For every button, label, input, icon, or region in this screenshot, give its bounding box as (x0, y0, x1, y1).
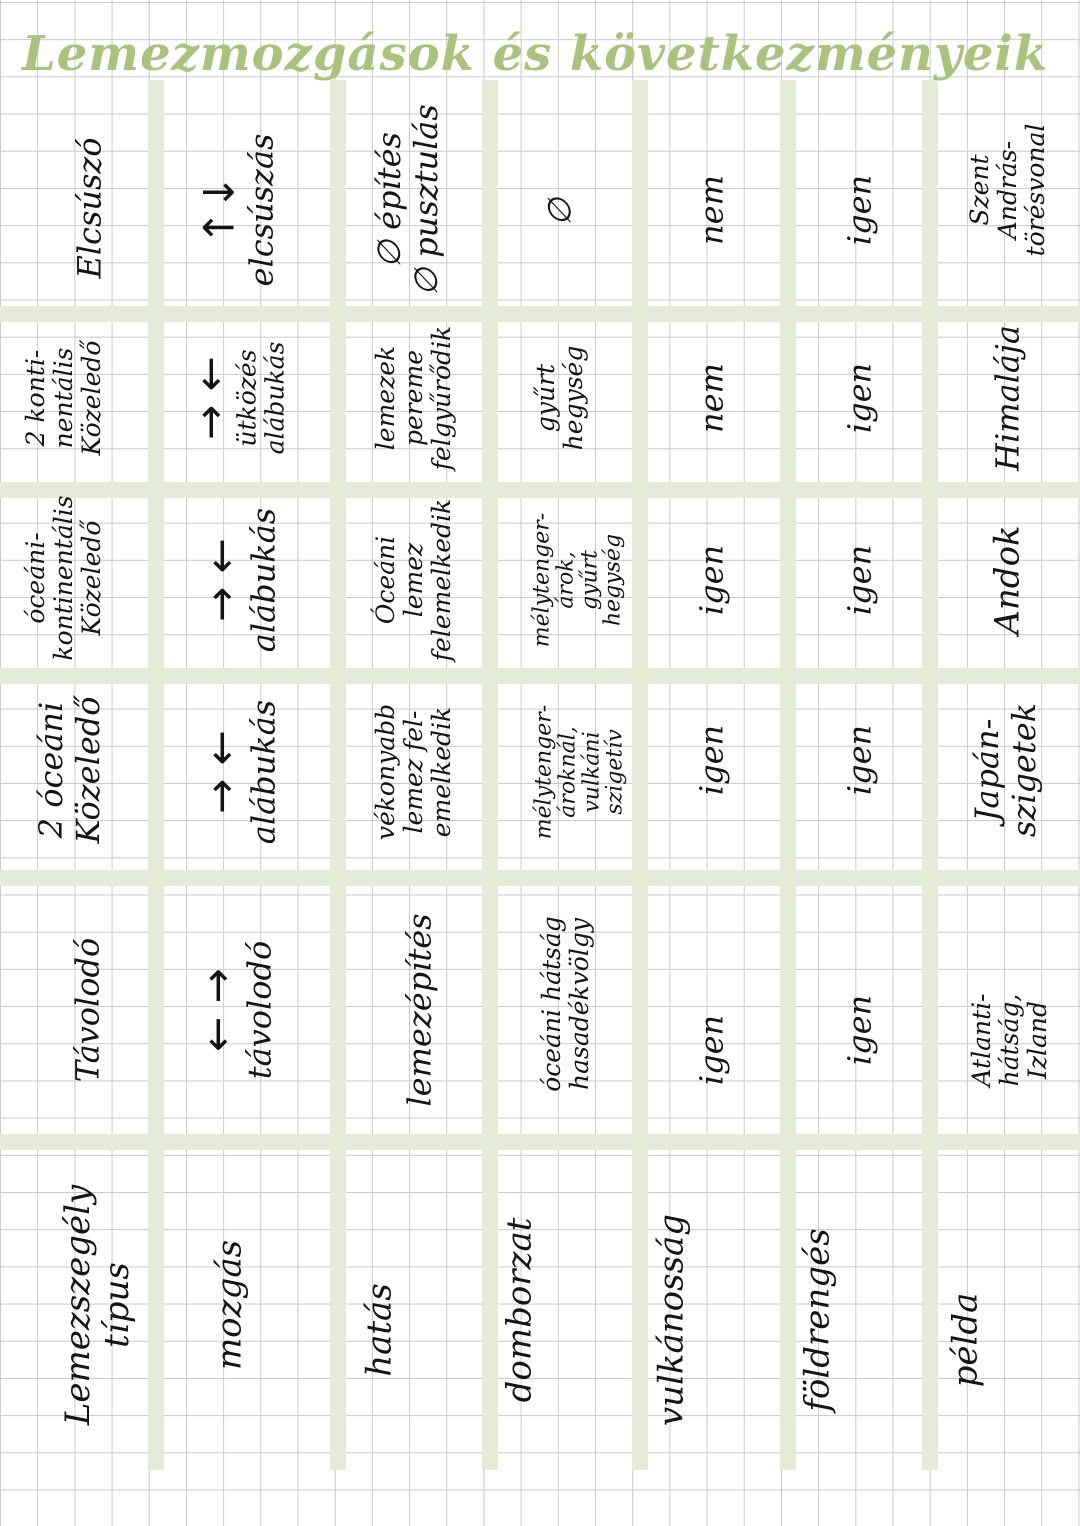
cell-line: Távolodó (68, 937, 107, 1083)
cell-line: elcsúszás (242, 133, 281, 287)
cell-line: Izland (1023, 1000, 1052, 1080)
cell-line: Óceáni (371, 535, 400, 625)
row-divider-2 (0, 482, 1080, 498)
page-title: Lemezmozgások és következményeik (22, 26, 1048, 82)
cell-line: óceáni- (21, 532, 50, 624)
header-line: vulkánosság (651, 1213, 692, 1427)
column-divider-2 (330, 80, 346, 1470)
cell-line: árok, (553, 551, 579, 609)
header-line: földrengés (797, 1228, 838, 1412)
column-divider-3 (482, 80, 498, 1470)
header-line: típus (97, 1262, 137, 1348)
header-line: példa (945, 1292, 986, 1388)
cell-line: igen (692, 544, 731, 616)
cell-line: igen (840, 994, 879, 1066)
cell-line: nem (692, 175, 731, 245)
column-divider-5 (780, 80, 796, 1470)
cell-line: Andok (987, 525, 1028, 635)
cell-line: igen (840, 544, 879, 616)
cell-line: gyűrt (577, 549, 602, 611)
converging-arrows-icon: → ← (196, 730, 246, 814)
cell-line: mélytenger- (531, 704, 557, 840)
cell-line: vulkáni (579, 731, 604, 813)
column-divider-6 (922, 80, 938, 1470)
sliding-arrows-icon: ↑↓ (194, 174, 244, 246)
cell-line: lemezek (371, 345, 400, 451)
row-divider-3 (0, 668, 1080, 684)
cell-line: igen (692, 724, 731, 796)
cell-line: emelkedik (427, 706, 456, 838)
column-divider-1 (148, 80, 164, 1470)
cell-line: Atlanti- (967, 993, 996, 1087)
cell-line: vékonyabb (371, 703, 400, 841)
row-divider-4 (0, 870, 1080, 886)
cell-line: igen (692, 1014, 731, 1086)
column-divider-4 (632, 80, 648, 1470)
empty-set-icon: ∅ (540, 198, 579, 226)
header-line: mozgás (209, 1239, 250, 1371)
diverging-arrows-icon: ← → (192, 968, 242, 1052)
cell-line: hasadékvölgy (565, 918, 594, 1090)
cell-line: ∅ pusztulás (407, 104, 445, 296)
cell-line: alábukás (244, 699, 283, 845)
cell-line: szigetív (602, 729, 628, 815)
cell-line: felemelkedik (427, 498, 456, 662)
header-line: hatás (359, 1283, 400, 1377)
cell-line: lemez fel- (399, 710, 428, 834)
header-line: Lemezszegély (57, 1184, 98, 1426)
cell-line: ároknál, (555, 726, 581, 818)
cell-line: felgyűrődik (427, 325, 456, 471)
cell-line: hátság, (995, 993, 1024, 1087)
cell-line: András- (993, 140, 1022, 240)
converging-arrows-icon: → ← (196, 538, 246, 622)
row-divider-5 (0, 1134, 1080, 1150)
converging-arrows-icon: → ← (185, 356, 235, 440)
cell-line: Himalája (988, 325, 1027, 471)
cell-line: igen (840, 724, 879, 796)
cell-line: alábukás (244, 507, 283, 653)
cell-line: Közeledő (77, 340, 106, 456)
cell-line: törésvonal (1021, 123, 1050, 257)
cell-line: mélytenger- (529, 512, 555, 648)
cell-line: hegység (600, 533, 626, 627)
header-line: domborzat (499, 1217, 540, 1403)
cell-line: Elcsúszó (70, 137, 109, 279)
cell-line: Közeledő (69, 696, 107, 844)
cell-line: nem (692, 363, 731, 433)
cell-line: ütközés (232, 349, 262, 447)
cell-line: 2 konti- (21, 349, 50, 447)
cell-line: lemez (399, 542, 428, 618)
cell-line: Szent (965, 154, 994, 226)
cell-line: pereme (399, 349, 428, 447)
cell-line: óceáni hátság (537, 916, 566, 1092)
cell-line: távolodó (240, 940, 279, 1080)
cell-line: szigetek (1005, 702, 1043, 838)
cell-line: igen (840, 362, 879, 434)
cell-line: 2 óceáni (32, 701, 71, 839)
row-divider-1 (0, 306, 1080, 322)
cell-line: Közeledő (77, 520, 106, 636)
cell-line: alábukás (260, 341, 290, 455)
cell-line: nentális (49, 347, 78, 449)
cell-line: Japán- (968, 718, 1007, 822)
cell-line: ∅ építés (370, 132, 409, 268)
cell-line: hegység (559, 345, 588, 451)
cell-line: kontinentális (49, 495, 78, 661)
cell-line: gyűrt (531, 363, 560, 433)
cell-line: lemezépítés (400, 913, 439, 1107)
cell-line: igen (840, 174, 879, 246)
